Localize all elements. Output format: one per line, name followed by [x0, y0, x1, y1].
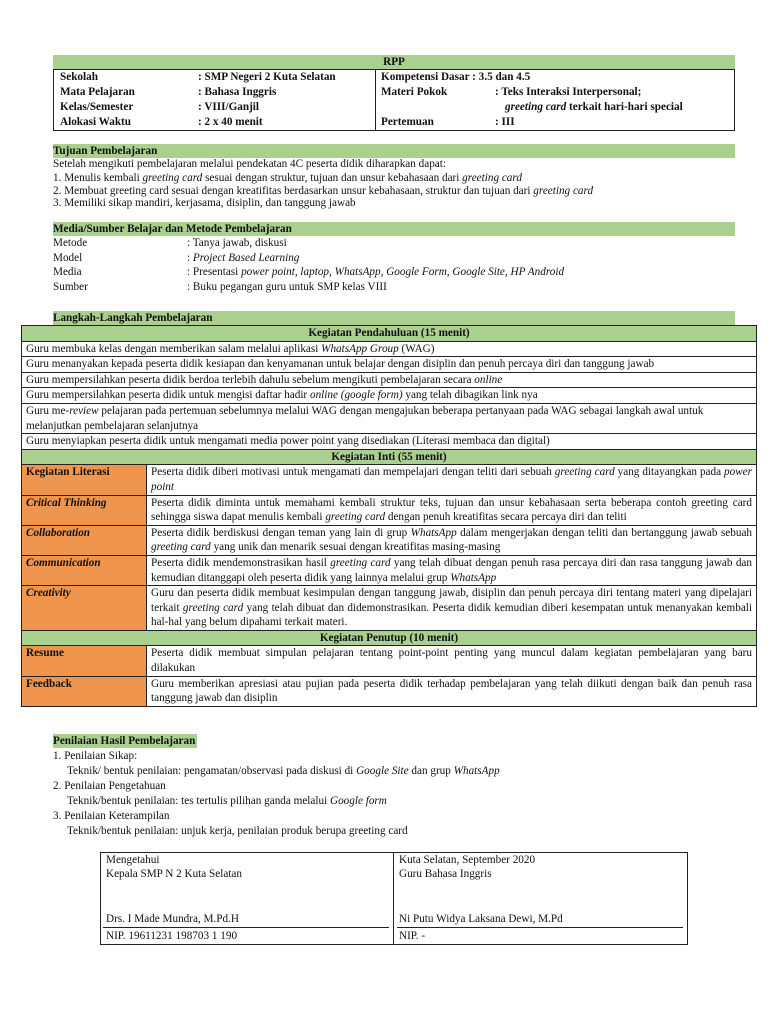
signature-left	[106, 853, 242, 881]
inti-label-creativity: Creativity	[22, 586, 147, 631]
pendahuluan-title: Kegiatan Pendahuluan (15 menit)	[22, 326, 757, 342]
penilaian-title: Penilaian Hasil Pembelajaran	[53, 735, 196, 747]
penilaian-sikap-teknik: Teknik/ bentuk penilaian: pengamatan/observasi pada diskusi di Google Site dan grup WhatsApp	[67, 765, 500, 777]
kepala-name: Drs. I Made Mundra, M.Pd.H	[106, 913, 239, 925]
pertemuan-value: : III	[495, 116, 515, 128]
materi-value: : Teks Interaksi Interpersonal;	[495, 86, 642, 98]
inti-text-collaboration: Peserta didik berdiskusi dengan teman yang lain di grup WhatsApp dalam mengerjakan dengan teliti dan bertanggung jawab sebuah greeting card yang unik dan menarik sesuai dengan kreatifitas masing-masing	[147, 525, 757, 555]
mapel-value: : Bahasa Inggris	[198, 86, 277, 98]
alokasi-value: : 2 x 40 menit	[198, 116, 263, 128]
header-right	[381, 70, 731, 130]
materi-label: Materi Pokok	[381, 86, 448, 98]
inti-label-literasi: Kegiatan Literasi	[22, 465, 147, 495]
tujuan-item-3: 3. Memiliki sikap mandiri, kerjasama, disiplin, dan tanggung jawab	[53, 197, 356, 209]
kepala-nip: NIP. 19611231 198703 1 190	[106, 930, 238, 942]
header-left-values	[198, 70, 336, 130]
model-label: Model	[53, 252, 83, 264]
tujuan-title: Tujuan Pembelajaran	[53, 144, 735, 158]
header-left-labels	[60, 70, 135, 130]
pendahuluan-row: Guru menyiapkan peserta didik untuk mengamati media power point yang disediakan (Literasi membaca dan digital)	[22, 434, 757, 450]
pendahuluan-row: Guru mempersilahkan peserta didik berdoa terlebih dahulu sebelum mengikuti pembelajaran secara online	[22, 372, 757, 388]
inti-title: Kegiatan Inti (55 menit)	[22, 449, 757, 465]
model-value: : Project Based Learning	[187, 252, 300, 264]
kd-label: Kompetensi Dasar : 3.5 dan 4.5	[381, 71, 531, 83]
penilaian-keterampilan-teknik: Teknik/bentuk penilaian: unjuk kerja, penilaian produk berupa greeting card	[67, 825, 408, 837]
pendahuluan-row: Guru mempersilahkan peserta didik untuk mengisi daftar hadir online (google form) yang telah dibagikan link nya	[22, 388, 757, 404]
sumber-value: : Buku pegangan guru untuk SMP kelas VIII	[187, 281, 387, 293]
inti-label-critical: Critical Thinking	[22, 495, 147, 525]
guru-nip: NIP. -	[399, 930, 426, 942]
signature-box	[100, 852, 688, 945]
penutup-text-resume: Peserta didik membuat simpulan pelajaran tentang point-point penting yang muncul dalam kegiatan pembelajaran yang baru dilakukan	[147, 646, 757, 676]
penilaian-pengetahuan: 2. Penilaian Pengetahuan	[53, 780, 166, 792]
inti-text-literasi: Peserta didik diberi motivasi untuk mengamati dan mempelajari dengan teliti dari sebuah greeting card yang ditayangkan pada power point	[147, 465, 757, 495]
pendahuluan-row: Guru membuka kelas dengan memberikan salam melalui aplikasi WhatsApp Group (WAG)	[22, 341, 757, 357]
inti-text-creativity: Guru dan peserta didik membuat kesimpulan dengan tanggung jawab, disiplin dan penuh percaya diri tentang materi yang dipelajari terkait greeting card yang telah dibuat dan didemonstrasikan. Peserta didik kemudian diberi kesempatan untuk menanyakan kembali hal-hal yang belum dipahami terkait materi.	[147, 586, 757, 631]
penilaian-sikap: 1. Penilaian Sikap:	[53, 750, 138, 762]
tujuan-item-1: 1. Menulis kembali greeting card sesuai dengan struktur, tujuan dan unsur kebahasaan dari greeting card	[53, 172, 522, 184]
penutup-label-resume: Resume	[22, 646, 147, 676]
inti-label-collaboration: Collaboration	[22, 525, 147, 555]
penilaian-keterampilan: 3. Penilaian Keterampilan	[53, 810, 170, 822]
tujuan-item-2: 2. Membuat greeting card sesuai dengan kreatifitas berdasarkan unsur kebahasaan, struktur dan tujuan dari greeting card	[53, 185, 594, 197]
inti-label-communication: Communication	[22, 555, 147, 585]
metode-label: Metode	[53, 237, 88, 249]
guru-name: Ni Putu Widya Laksana Dewi, M.Pd	[399, 913, 563, 925]
pertemuan-label: Pertemuan	[381, 116, 434, 128]
kepala-label: Kepala SMP N 2 Kuta Selatan	[106, 868, 242, 880]
media-label: Media	[53, 266, 82, 278]
sekolah-value: : SMP Negeri 2 Kuta Selatan	[198, 71, 336, 83]
penutup-label-feedback: Feedback	[22, 676, 147, 706]
inti-text-communication: Peserta didik mendemonstrasikan hasil greeting card yang telah dibuat dengan penuh rasa percaya diri dan rasa tanggung jawab dan kemudian ditanggapi oleh peserta didik yang lainnya melalui grup WhatsApp	[147, 555, 757, 585]
langkah-table	[21, 325, 757, 707]
signature-right	[399, 853, 535, 881]
guru-label: Guru Bahasa Inggris	[399, 868, 492, 880]
langkah-title: Langkah-Langkah Pembelajaran	[53, 311, 735, 325]
media-title: Media/Sumber Belajar dan Metode Pembelajaran	[53, 222, 735, 236]
metode-value: : Tanya jawab, diskusi	[187, 237, 287, 249]
pendahuluan-row: Guru me-review pelajaran pada pertemuan sebelumnya melalui WAG dengan mengajukan beberapa pertanyaan pada WAG sebagai langkah awal untuk melanjutkan pembelajaran selanjutnya	[22, 403, 757, 433]
rpp-title: RPP	[53, 55, 735, 69]
mengetahui-label: Mengetahui	[106, 854, 160, 866]
media-value: : Presentasi power point, laptop, WhatsApp, Google Form, Google Site, HP Android	[187, 266, 565, 278]
tempat-tanggal: Kuta Selatan, September 2020	[399, 854, 536, 866]
inti-text-critical: Peserta didik diminta untuk memahami kembali struktur teks, tujuan dan unsur kebahasaan serta beberapa contoh greeting card sehingga siswa dapat menulis kembali greeting card dengan penuh kreatifitas secara percaya diri dan teliti	[147, 495, 757, 525]
kelas-value: : VIII/Ganjil	[198, 101, 260, 113]
sekolah-label: Sekolah	[60, 71, 98, 83]
mapel-label: Mata Pelajaran	[60, 86, 135, 98]
alokasi-label: Alokasi Waktu	[60, 116, 131, 128]
header-box	[53, 69, 735, 131]
tujuan-intro: Setelah mengikuti pembelajaran melalui pendekatan 4C peserta didik diharapkan dapat:	[53, 158, 446, 170]
kelas-label: Kelas/Semester	[60, 101, 134, 113]
materi-value2-italic: greeting card	[505, 101, 567, 113]
materi-value2-rest: terkait hari-hari special	[566, 101, 683, 113]
penutup-title: Kegiatan Penutup (10 menit)	[22, 630, 757, 646]
penilaian-list	[53, 749, 500, 839]
penutup-text-feedback: Guru memberikan apresiasi atau pujian pada peserta didik terhadap pembelajaran yang telah diikuti dengan baik dan penuh rasa tanggung jawab dan disiplin	[147, 676, 757, 706]
sumber-label: Sumber	[53, 281, 88, 293]
pendahuluan-row: Guru menanyakan kepada peserta didik kesiapan dan kenyamanan untuk belajar dengan disiplin dan penuh percaya diri dan tanggung jawab	[22, 357, 757, 373]
penilaian-pengetahuan-teknik: Teknik/bentuk penilaian: tes tertulis pilihan ganda melalui Google form	[67, 795, 387, 807]
